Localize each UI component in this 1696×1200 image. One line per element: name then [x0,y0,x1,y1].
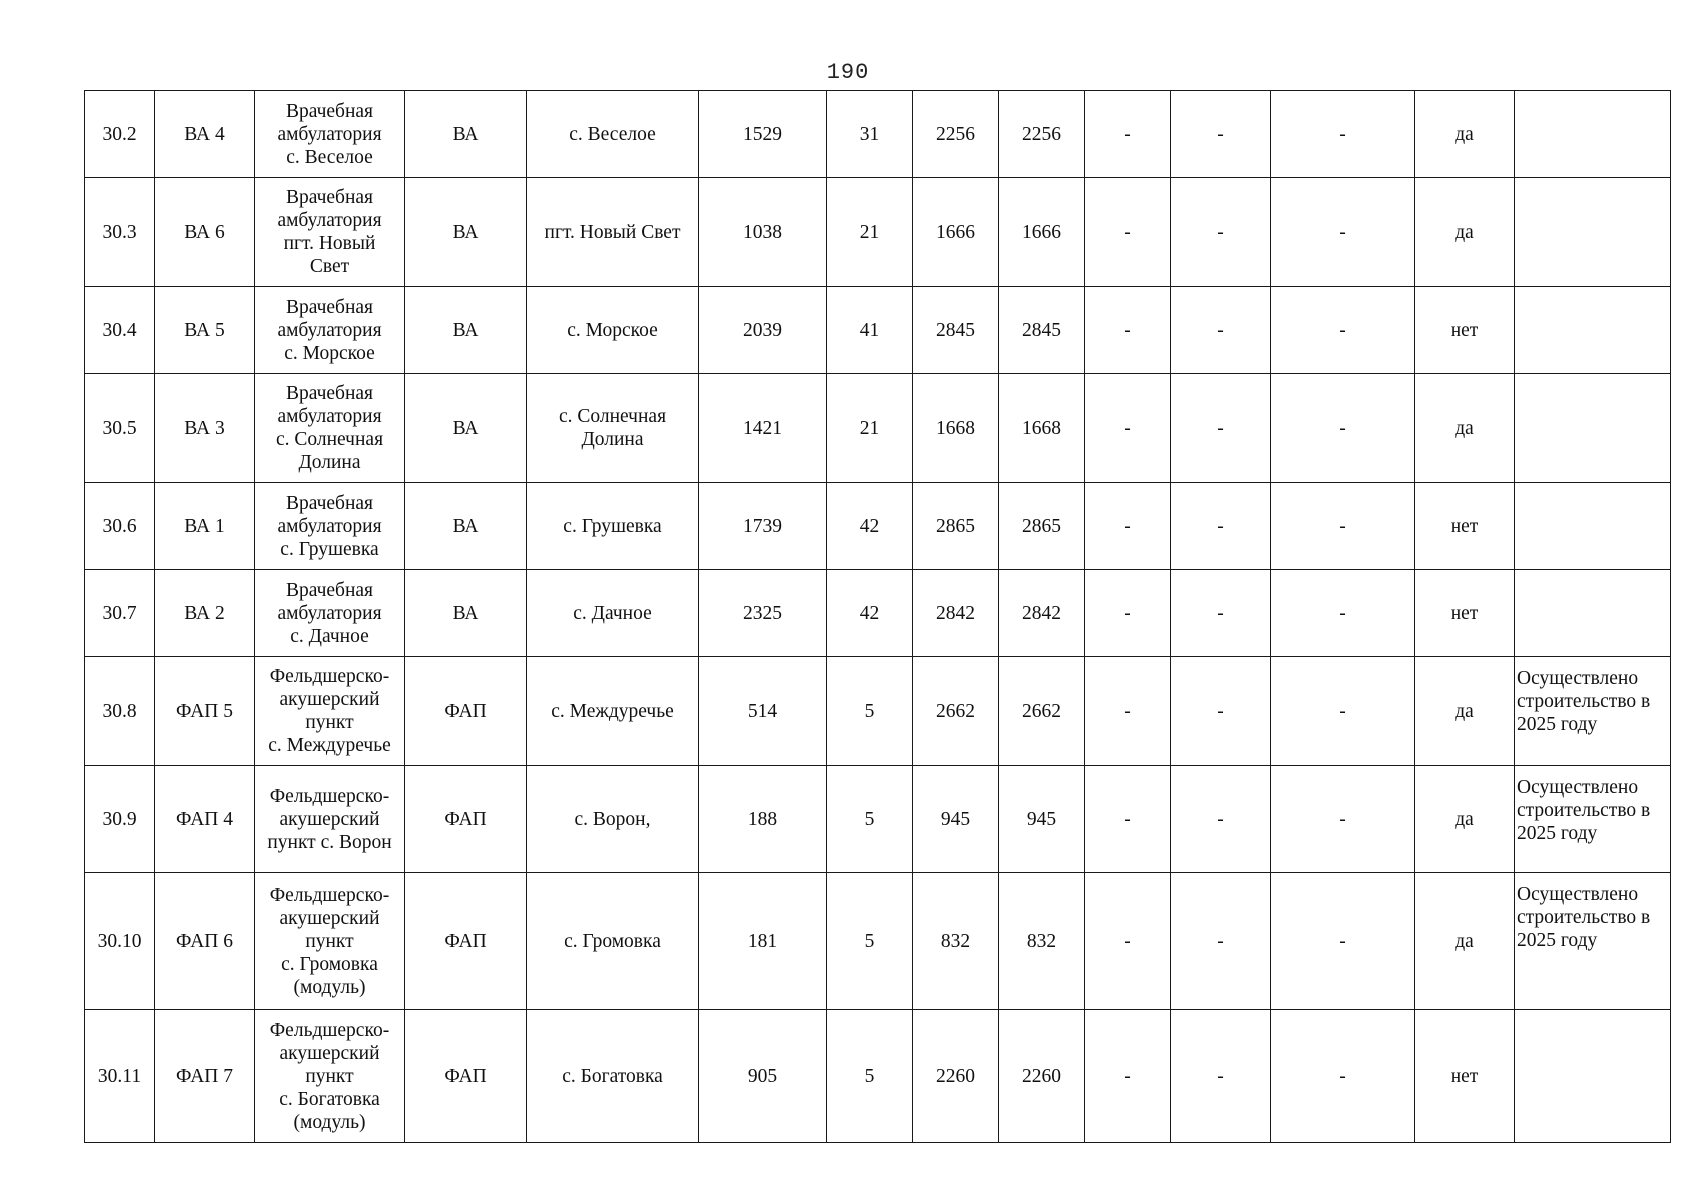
cell-dash-3: - [1271,91,1415,178]
cell-facility-type: ВА [405,178,527,287]
cell-facility-type: ВА [405,287,527,374]
cell-value-1: 1038 [699,178,827,287]
cell-value-4: 2256 [999,91,1085,178]
cell-dash-1: - [1085,287,1171,374]
cell-facility-type: ФАП [405,657,527,766]
table-row [85,766,1671,873]
cell-note: Осуществлено строительство в 2025 году [1515,873,1671,1010]
cell-value-1: 2039 [699,287,827,374]
cell-value-3: 2260 [913,1010,999,1143]
cell-value-2: 21 [827,374,913,483]
cell-value-4: 945 [999,766,1085,873]
cell-value-3: 2662 [913,657,999,766]
cell-locality: с. Ворон, [527,766,699,873]
cell-value-4: 832 [999,873,1085,1010]
cell-dash-2: - [1171,178,1271,287]
cell-locality: с. Морское [527,287,699,374]
cell-value-1: 1421 [699,374,827,483]
cell-facility-code: ВА 2 [155,570,255,657]
cell-note [1515,483,1671,570]
cell-value-4: 1666 [999,178,1085,287]
cell-dash-3: - [1271,657,1415,766]
cell-dash-3: - [1271,287,1415,374]
cell-facility-type: ФАП [405,1010,527,1143]
cell-dash-2: - [1171,287,1271,374]
cell-dash-2: - [1171,766,1271,873]
cell-facility-code: ФАП 4 [155,766,255,873]
cell-yes-no-flag: да [1415,657,1515,766]
cell-note: Осуществлено строительство в 2025 году [1515,766,1671,873]
cell-row-number: 30.11 [85,1010,155,1143]
cell-row-number: 30.4 [85,287,155,374]
cell-facility-name: Врачебная амбулатория пгт. Новый Свет [255,178,405,287]
cell-yes-no-flag: нет [1415,570,1515,657]
cell-locality: с. Междуречье [527,657,699,766]
cell-dash-3: - [1271,178,1415,287]
cell-yes-no-flag: да [1415,374,1515,483]
cell-facility-name: Врачебная амбулатория с. Веселое [255,91,405,178]
cell-dash-2: - [1171,570,1271,657]
cell-facility-name: Врачебная амбулатория с. Дачное [255,570,405,657]
cell-value-3: 2845 [913,287,999,374]
cell-value-3: 832 [913,873,999,1010]
cell-dash-3: - [1271,483,1415,570]
cell-dash-1: - [1085,873,1171,1010]
cell-row-number: 30.8 [85,657,155,766]
cell-dash-1: - [1085,1010,1171,1143]
cell-facility-code: ФАП 5 [155,657,255,766]
cell-locality: с. Богатовка [527,1010,699,1143]
cell-facility-type: ВА [405,483,527,570]
cell-dash-2: - [1171,657,1271,766]
cell-value-1: 1739 [699,483,827,570]
cell-facility-code: ВА 3 [155,374,255,483]
table-body [85,91,1671,1143]
cell-value-1: 514 [699,657,827,766]
table-row [85,91,1671,178]
cell-value-4: 2842 [999,570,1085,657]
cell-yes-no-flag: да [1415,178,1515,287]
cell-dash-3: - [1271,873,1415,1010]
table-row [85,873,1671,1010]
cell-value-2: 21 [827,178,913,287]
cell-value-1: 1529 [699,91,827,178]
cell-row-number: 30.7 [85,570,155,657]
cell-value-4: 2662 [999,657,1085,766]
cell-locality: с. Дачное [527,570,699,657]
facilities-table [84,90,1671,1143]
cell-facility-name: Фельдшерско- акушерский пункт с. Богатовка (модуль) [255,1010,405,1143]
cell-facility-name: Врачебная амбулатория с. Грушевка [255,483,405,570]
cell-yes-no-flag: нет [1415,483,1515,570]
cell-value-3: 945 [913,766,999,873]
cell-dash-1: - [1085,374,1171,483]
cell-value-2: 5 [827,1010,913,1143]
cell-yes-no-flag: да [1415,91,1515,178]
table-row [85,483,1671,570]
table-row [85,374,1671,483]
cell-value-4: 2865 [999,483,1085,570]
cell-row-number: 30.2 [85,91,155,178]
cell-note [1515,91,1671,178]
cell-facility-code: ФАП 7 [155,1010,255,1143]
cell-dash-3: - [1271,1010,1415,1143]
cell-dash-3: - [1271,374,1415,483]
cell-facility-code: ВА 5 [155,287,255,374]
cell-facility-code: ФАП 6 [155,873,255,1010]
cell-locality: с. Грушевка [527,483,699,570]
cell-dash-1: - [1085,657,1171,766]
cell-note [1515,570,1671,657]
cell-dash-2: - [1171,483,1271,570]
cell-value-2: 5 [827,873,913,1010]
cell-locality: с. Веселое [527,91,699,178]
cell-yes-no-flag: нет [1415,1010,1515,1143]
cell-facility-code: ВА 4 [155,91,255,178]
cell-facility-type: ФАП [405,873,527,1010]
cell-note [1515,178,1671,287]
cell-dash-1: - [1085,483,1171,570]
cell-facility-type: ФАП [405,766,527,873]
cell-facility-name: Фельдшерско- акушерский пункт с. Громовка (модуль) [255,873,405,1010]
cell-value-2: 31 [827,91,913,178]
cell-facility-code: ВА 1 [155,483,255,570]
table-row [85,287,1671,374]
cell-dash-2: - [1171,374,1271,483]
cell-row-number: 30.10 [85,873,155,1010]
cell-row-number: 30.3 [85,178,155,287]
cell-value-3: 1668 [913,374,999,483]
table-row [85,570,1671,657]
cell-value-3: 2256 [913,91,999,178]
cell-value-1: 181 [699,873,827,1010]
cell-locality: пгт. Новый Свет [527,178,699,287]
cell-value-1: 188 [699,766,827,873]
cell-dash-1: - [1085,178,1171,287]
cell-dash-3: - [1271,766,1415,873]
cell-yes-no-flag: да [1415,766,1515,873]
cell-dash-2: - [1171,873,1271,1010]
cell-value-2: 5 [827,766,913,873]
cell-facility-name: Врачебная амбулатория с. Солнечная Долина [255,374,405,483]
cell-locality: с. Громовка [527,873,699,1010]
cell-facility-type: ВА [405,570,527,657]
cell-dash-3: - [1271,570,1415,657]
cell-dash-2: - [1171,1010,1271,1143]
cell-facility-type: ВА [405,374,527,483]
cell-dash-2: - [1171,91,1271,178]
page-number: 190 [826,60,870,85]
cell-value-4: 2845 [999,287,1085,374]
cell-value-3: 1666 [913,178,999,287]
cell-value-4: 2260 [999,1010,1085,1143]
cell-dash-1: - [1085,570,1171,657]
cell-note [1515,1010,1671,1143]
cell-value-2: 42 [827,570,913,657]
cell-note [1515,374,1671,483]
cell-value-1: 905 [699,1010,827,1143]
cell-note: Осуществлено строительство в 2025 году [1515,657,1671,766]
cell-yes-no-flag: нет [1415,287,1515,374]
cell-value-1: 2325 [699,570,827,657]
cell-value-2: 5 [827,657,913,766]
table-row [85,178,1671,287]
cell-row-number: 30.6 [85,483,155,570]
cell-value-2: 42 [827,483,913,570]
table-row [85,1010,1671,1143]
cell-value-3: 2865 [913,483,999,570]
cell-dash-1: - [1085,91,1171,178]
cell-facility-name: Врачебная амбулатория с. Морское [255,287,405,374]
cell-facility-code: ВА 6 [155,178,255,287]
cell-value-2: 41 [827,287,913,374]
cell-facility-type: ВА [405,91,527,178]
cell-value-4: 1668 [999,374,1085,483]
cell-row-number: 30.5 [85,374,155,483]
cell-row-number: 30.9 [85,766,155,873]
cell-value-3: 2842 [913,570,999,657]
cell-note [1515,287,1671,374]
cell-locality: с. Солнечная Долина [527,374,699,483]
cell-facility-name: Фельдшерско- акушерский пункт с. Междуречье [255,657,405,766]
cell-facility-name: Фельдшерско- акушерский пункт с. Ворон [255,766,405,873]
table-row [85,657,1671,766]
cell-yes-no-flag: да [1415,873,1515,1010]
cell-dash-1: - [1085,766,1171,873]
